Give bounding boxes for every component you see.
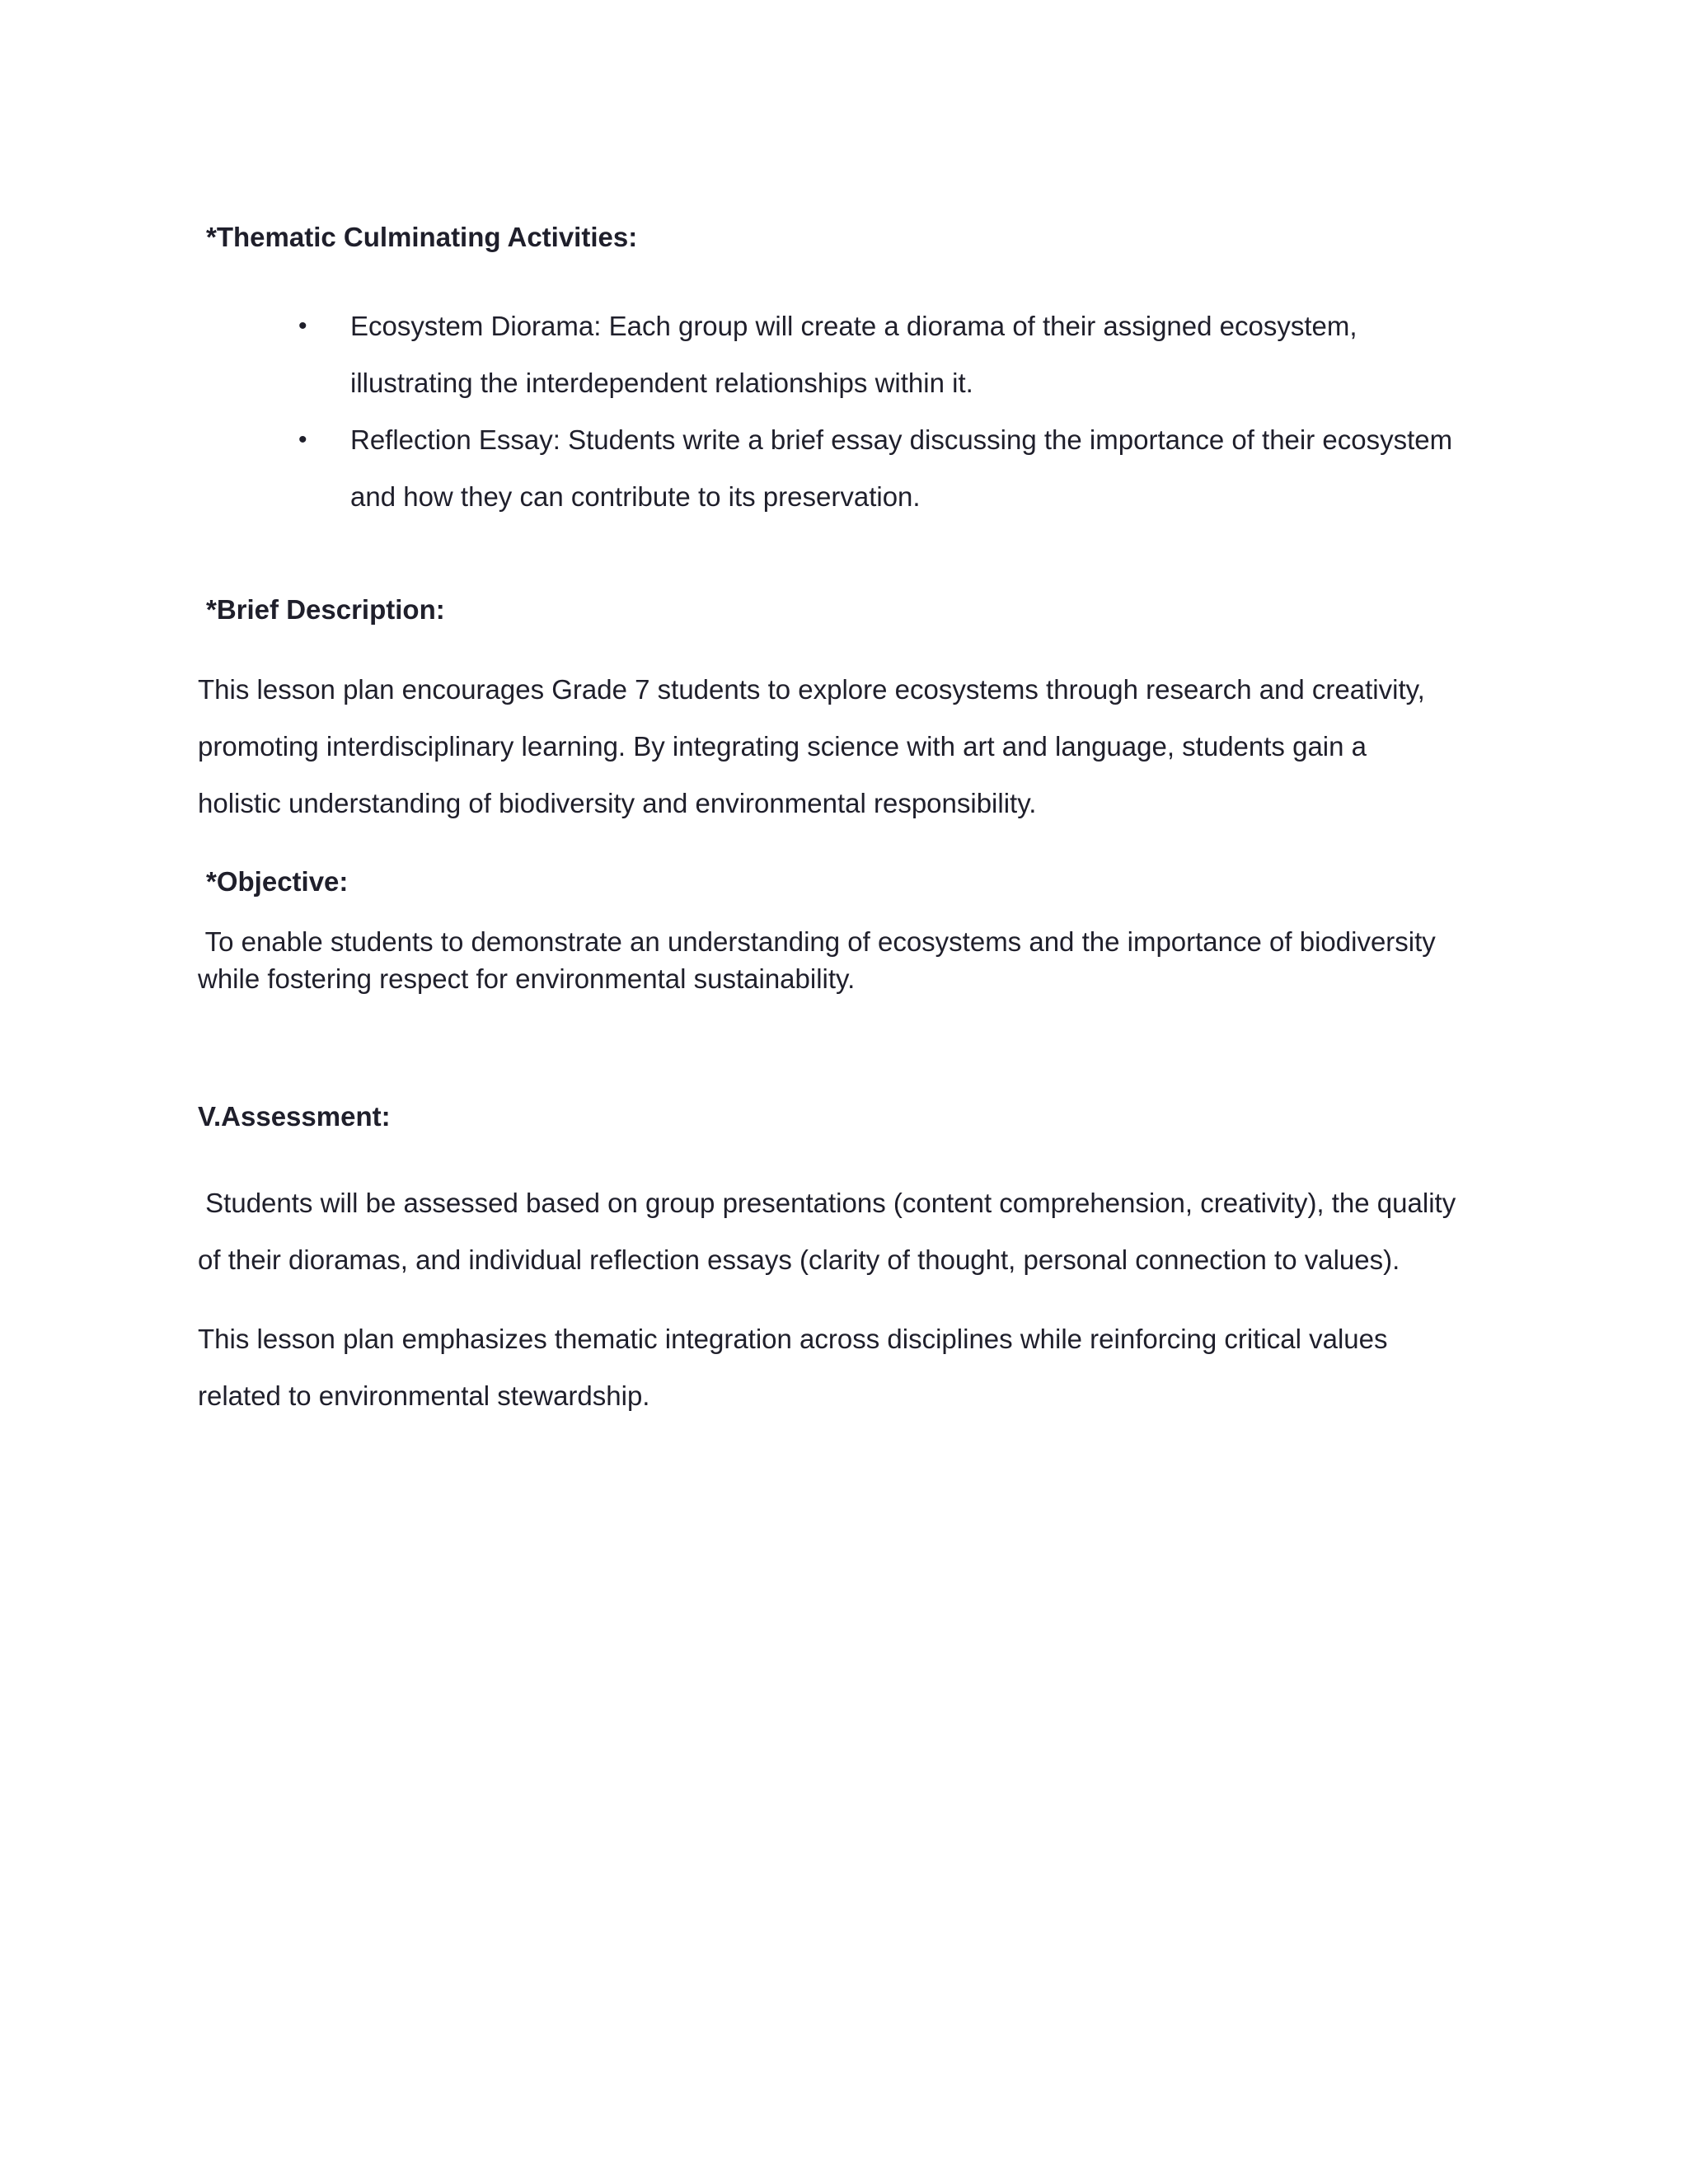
list-item-line: illustrating the interdependent relationships within it. bbox=[350, 368, 973, 398]
description-heading: *Brief Description: bbox=[206, 594, 445, 625]
bullet-icon: • bbox=[298, 312, 307, 340]
paragraph-line: To enable students to demonstrate an understanding of ecosystems and the importance of biodiversity bbox=[198, 926, 1436, 957]
bullet-icon: • bbox=[298, 426, 307, 453]
activities-heading: *Thematic Culminating Activities: bbox=[206, 222, 638, 252]
list-item bbox=[297, 411, 1500, 525]
paragraph-line: promoting interdisciplinary learning. By integrating science with art and language, students gain a bbox=[198, 731, 1367, 762]
objective-heading: *Objective: bbox=[206, 866, 349, 897]
activities-list bbox=[297, 298, 1500, 525]
closing-paragraph bbox=[198, 1310, 1500, 1424]
paragraph-line: of their dioramas, and individual reflection essays (clarity of thought, personal connection to values). bbox=[198, 1244, 1400, 1275]
paragraph-line: Students will be assessed based on group presentations (content comprehension, creativity), the quality bbox=[198, 1188, 1456, 1218]
paragraph-line: This lesson plan emphasizes thematic integration across disciplines while reinforcing critical values bbox=[198, 1324, 1388, 1354]
paragraph-line: This lesson plan encourages Grade 7 students to explore ecosystems through research and creativity, bbox=[198, 674, 1425, 705]
paragraph-line: related to environmental stewardship. bbox=[198, 1380, 650, 1411]
list-item-line: and how they can contribute to its preservation. bbox=[350, 481, 921, 512]
description-paragraph bbox=[198, 661, 1500, 832]
paragraph-line: holistic understanding of biodiversity and environmental responsibility. bbox=[198, 788, 1037, 818]
assessment-heading: V.Assessment: bbox=[198, 1101, 391, 1132]
list-item-line: Reflection Essay: Students write a brief essay discussing the importance of their ecosystem bbox=[350, 424, 1453, 455]
list-item-line: Ecosystem Diorama: Each group will create a diorama of their assigned ecosystem, bbox=[350, 311, 1357, 341]
objective-paragraph bbox=[198, 923, 1500, 997]
list-item bbox=[297, 298, 1500, 411]
assessment-paragraph bbox=[198, 1174, 1500, 1288]
paragraph-line: while fostering respect for environmental sustainability. bbox=[198, 963, 856, 994]
